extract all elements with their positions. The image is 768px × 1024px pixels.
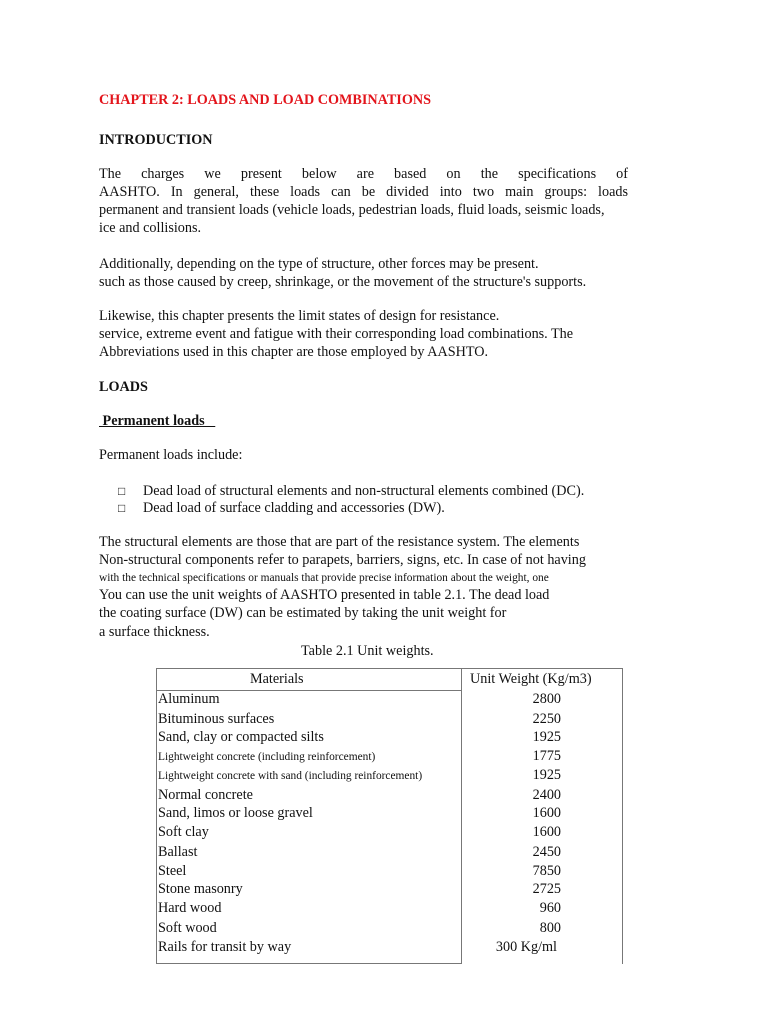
table-cell-unit-weight: 1600	[532, 824, 561, 840]
intro-para3-line3: Abbreviations used in this chapter are those employed by AASHTO.	[99, 344, 489, 360]
table-cell-unit-weight: 2400	[532, 787, 561, 803]
loads-para-line3: with the technical specifications or manuals that provide precise information about the weight, one	[99, 572, 549, 584]
table-cell-material: Lightweight concrete with sand (including reinforcement)	[158, 770, 423, 782]
table-cell-unit-weight: 7850	[532, 863, 561, 879]
table-caption: Table 2.1 Unit weights.	[301, 643, 434, 659]
table-cell-material: Steel	[158, 863, 187, 879]
table-cell-unit-weight: 2250	[532, 711, 561, 727]
table-cell-material: Lightweight concrete (including reinforcement)	[158, 751, 376, 763]
permanent-loads-intro: Permanent loads include:	[99, 447, 243, 463]
table-cell-material: Bituminous surfaces	[158, 711, 275, 727]
table-bottom-border	[156, 963, 462, 964]
loads-heading: LOADS	[99, 379, 148, 395]
table-left-border	[156, 668, 157, 964]
table-cell-unit-weight: 2800	[532, 691, 561, 707]
chapter-title: CHAPTER 2: LOADS AND LOAD COMBINATIONS	[99, 92, 431, 108]
intro-para1-line3: permanent and transient loads (vehicle loads, pedestrian loads, fluid loads, seismic loads,	[99, 202, 605, 218]
table-cell-material: Stone masonry	[158, 881, 243, 897]
table-cell-material: Sand, clay or compacted silts	[158, 729, 324, 745]
table-cell-unit-weight: 1925	[532, 767, 561, 783]
loads-para-line6: a surface thickness.	[99, 624, 210, 640]
table-cell-material: Soft wood	[158, 920, 217, 936]
intro-para1-line2: AASHTO. In general, these loads can be divided into two main groups: loads	[99, 184, 628, 200]
intro-para3-line2: service, extreme event and fatigue with their corresponding load combinations. The	[99, 326, 574, 342]
table-cell-unit-weight: 1925	[532, 729, 561, 745]
table-cell-material: Hard wood	[158, 900, 222, 916]
table-cell-material: Sand, limos or loose gravel	[158, 805, 313, 821]
table-top-border	[156, 668, 623, 669]
intro-para3-line1: Likewise, this chapter presents the limit states of design for resistance.	[99, 308, 500, 324]
loads-para-line5: the coating surface (DW) can be estimated by taking the unit weight for	[99, 605, 507, 621]
introduction-heading: INTRODUCTION	[99, 132, 213, 148]
table-cell-unit-weight: 300 Kg/ml	[495, 939, 557, 955]
table-cell-unit-weight: 960	[539, 900, 561, 916]
intro-para1-line1: The charges we present below are based on the specifications of	[99, 166, 628, 182]
intro-para2-line2: such as those caused by creep, shrinkage, or the movement of the structure's supports.	[99, 274, 587, 290]
table-cell-unit-weight: 1775	[532, 748, 561, 764]
table-cell-material: Aluminum	[158, 691, 220, 707]
table-cell-material: Normal concrete	[158, 787, 253, 803]
loads-para-line1: The structural elements are those that are part of the resistance system. The elements	[99, 534, 580, 550]
bullet-item-2: Dead load of surface cladding and accessories (DW).	[143, 500, 445, 516]
permanent-loads-subheading: Permanent loads	[99, 413, 216, 429]
loads-para-line2: Non-structural components refer to parapets, barriers, signs, etc. In case of not having	[99, 552, 586, 568]
bullet-marker-2: □	[118, 501, 126, 515]
bullet-item-1: Dead load of structural elements and non-structural elements combined (DC).	[143, 483, 585, 499]
table-right-border	[622, 668, 623, 964]
bullet-marker-1: □	[118, 484, 126, 498]
table-cell-unit-weight: 800	[539, 920, 561, 936]
table-cell-material: Rails for transit by way	[158, 939, 292, 955]
table-cell-unit-weight: 2725	[532, 881, 561, 897]
table-cell-unit-weight: 2450	[532, 844, 561, 860]
table-header-materials: Materials	[250, 671, 304, 687]
table-cell-material: Soft clay	[158, 824, 209, 840]
table-header-unit-weight: Unit Weight (Kg/m3)	[470, 671, 592, 687]
loads-para-line4: You can use the unit weights of AASHTO presented in table 2.1. The dead load	[99, 587, 550, 603]
table-cell-material: Ballast	[158, 844, 198, 860]
table-cell-unit-weight: 1600	[532, 805, 561, 821]
intro-para1-line4: ice and collisions.	[99, 220, 202, 236]
intro-para2-line1: Additionally, depending on the type of structure, other forces may be present.	[99, 256, 539, 272]
